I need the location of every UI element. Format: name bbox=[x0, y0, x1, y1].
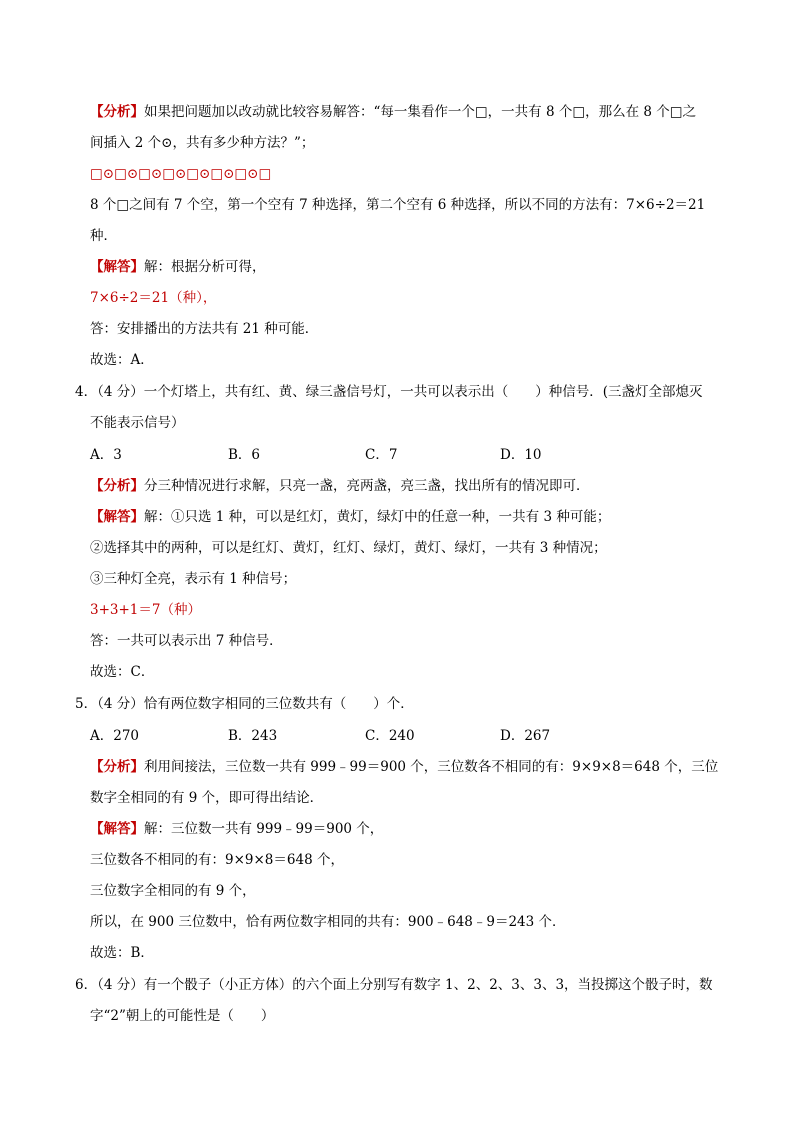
q3-analysis-text-1: 如果把问题加以改动就比较容易解答：“每一集看作一个□，一共有 8 个□，那么在 8 个□之 bbox=[144, 104, 697, 120]
q3-answer-text-1: 解：根据分析可得， bbox=[144, 259, 266, 275]
analysis-tag: 【分析】 bbox=[90, 478, 144, 494]
q5-analysis-line-1 bbox=[90, 757, 734, 777]
q4-answer-line-3: ③三种灯全亮，表示有 1 种信号； bbox=[90, 571, 297, 587]
analysis-tag: 【分析】 bbox=[90, 104, 144, 120]
analysis-tag: 【分析】 bbox=[90, 759, 144, 775]
q5-choice: 故选：B． bbox=[90, 945, 154, 961]
q4-answer-text-1: 解：①只选 1 种，可以是红灯，黄灯，绿灯中的任意一种，一共有 3 种可能； bbox=[144, 509, 611, 525]
q3-analysis-line-4: 种． bbox=[90, 228, 117, 244]
q5-answer-text-1: 解：三位数一共有 999﹣99＝900 个， bbox=[144, 821, 384, 837]
q5-stem: 5．（4 分）恰有两位数字相同的三位数共有（ ）个． bbox=[75, 696, 414, 712]
q4-answer-line-2: ②选择其中的两种，可以是红灯、黄灯，红灯、绿灯，黄灯、绿灯，一共有 3 种情况； bbox=[90, 540, 607, 556]
q5-answer-line-2: 三位数各不相同的有：9×9×8＝648 个， bbox=[90, 852, 344, 868]
q5-option-b: B．243 bbox=[228, 728, 278, 744]
q4-answer-line-4: 答：一共可以表示出 7 种信号． bbox=[90, 633, 283, 649]
q3-analysis-line-1 bbox=[90, 102, 734, 122]
q4-stem-line-1: 4．（4 分）一个灯塔上，共有红、黄、绿三盏信号灯，一共可以表示出（ ）种信号．(三盏灯全部熄灭 bbox=[75, 384, 703, 400]
q4-choice: 故选：C． bbox=[90, 664, 155, 680]
q4-analysis-line bbox=[90, 476, 734, 496]
answer-tag: 【解答】 bbox=[90, 509, 144, 525]
q4-option-c: C．7 bbox=[365, 447, 398, 463]
q3-answer-formula: 7×6÷2＝21（种）， bbox=[90, 290, 217, 306]
q4-option-d: D．10 bbox=[500, 447, 542, 463]
q5-option-a: A．270 bbox=[90, 728, 140, 744]
q5-option-d: D．267 bbox=[500, 728, 551, 744]
q5-answer-line-3: 三位数字全相同的有 9 个， bbox=[90, 883, 256, 899]
q5-analysis-line-2: 数字全相同的有 9 个，即可得出结论． bbox=[90, 790, 324, 806]
q5-answer-line-1 bbox=[90, 819, 734, 839]
q3-answer-line-1 bbox=[90, 257, 734, 277]
q6-stem-line-1: 6．（4 分）有一个骰子（小正方体）的六个面上分别写有数字 1、2、2、3、3、3，当投掷这个骰子时，数 bbox=[75, 977, 713, 993]
q5-option-c: C．240 bbox=[365, 728, 415, 744]
q4-stem-line-2: 不能表示信号） bbox=[90, 415, 185, 431]
q4-option-a: A．3 bbox=[90, 447, 122, 463]
q4-analysis-text: 分三种情况进行求解，只亮一盏，亮两盏，亮三盏，找出所有的情况即可． bbox=[144, 478, 590, 494]
q3-analysis-line-3: 8 个□之间有 7 个空，第一个空有 7 种选择，第二个空有 6 种选择，所以不同的方法有：7×6÷2＝21 bbox=[90, 197, 706, 213]
answer-tag: 【解答】 bbox=[90, 821, 144, 837]
q3-analysis-line-2: 间插入 2 个⊙，共有多少种方法？”； bbox=[90, 135, 315, 151]
q4-answer-formula: 3+3+1＝7（种） bbox=[90, 602, 201, 618]
answer-tag: 【解答】 bbox=[90, 259, 144, 275]
q6-stem-line-2: 字“2”朝上的可能性是（ ） bbox=[90, 1008, 275, 1024]
q3-pattern: □⊙□⊙□⊙□⊙□⊙□⊙□⊙□ bbox=[90, 166, 272, 182]
q5-answer-line-4: 所以，在 900 三位数中，恰有两位数字相同的共有：900﹣648﹣9＝243 个． bbox=[90, 914, 566, 930]
q3-answer-line-2: 答：安排播出的方法共有 21 种可能． bbox=[90, 321, 319, 337]
q4-option-b: B．6 bbox=[228, 447, 261, 463]
q5-analysis-text-1: 利用间接法，三位数一共有 999﹣99＝900 个，三位数各不相同的有：9×9×8＝648 个，三位 bbox=[144, 759, 719, 775]
q3-choice: 故选：A． bbox=[90, 352, 154, 368]
q4-answer-line-1 bbox=[90, 507, 734, 527]
